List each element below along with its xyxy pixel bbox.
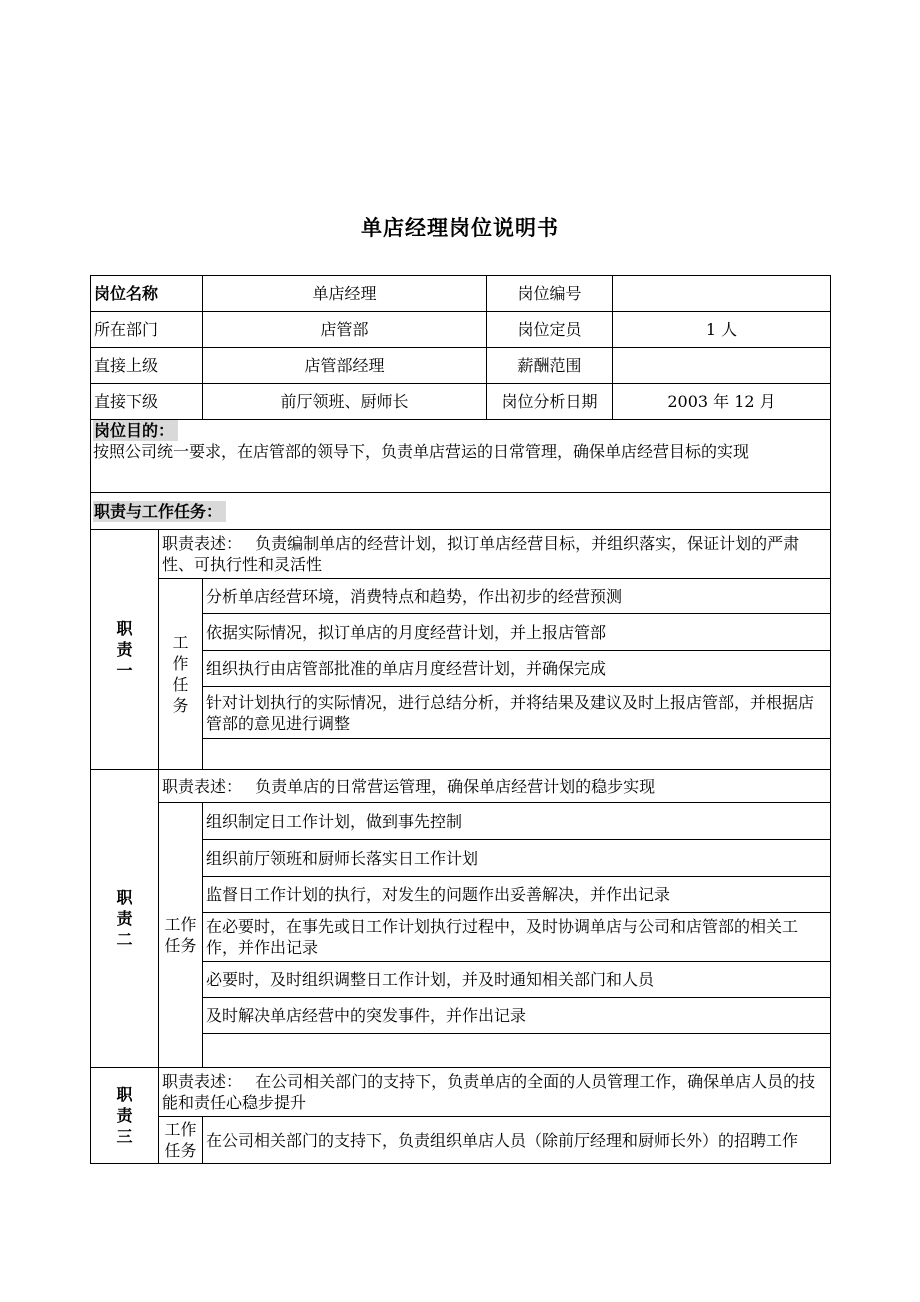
duty1-statement: 职责表述： 负责编制单店的经营计划，拟订单店经营目标，并组织落实，保证计划的严肃性、可执行性和灵活性 xyxy=(159,530,831,579)
post-name-value: 单店经理 xyxy=(203,276,487,312)
duty2-task-5: 必要时，及时组织调整日工作计划，并及时通知相关部门和人员 xyxy=(203,962,831,998)
duty2-label: 职 责 二 xyxy=(91,770,159,1068)
info-row xyxy=(91,312,831,348)
duty1-task-row xyxy=(91,579,831,614)
info-row xyxy=(91,276,831,312)
analysis-date-label: 岗位分析日期 xyxy=(487,384,613,420)
duties-heading: 职责与工作任务： xyxy=(93,501,226,522)
purpose-row xyxy=(91,420,831,493)
duty2-statement: 职责表述： 负责单店的日常营运管理，确保单店经营计划的稳步实现 xyxy=(159,770,831,803)
duties-heading-row xyxy=(91,493,831,530)
duty2-task-4: 在必要时，在事先或日工作计划执行过程中，及时协调单店与公司和店管部的相关工作，并作出记录 xyxy=(203,913,831,962)
duty2-task-1: 组织制定日工作计划，做到事先控制 xyxy=(203,803,831,840)
post-code-value xyxy=(613,276,831,312)
info-row xyxy=(91,348,831,384)
duty3-statement: 职责表述： 在公司相关部门的支持下，负责单店的全面的人员管理工作，确保单店人员的技能和责任心稳步提升 xyxy=(159,1068,831,1117)
duty2-task-7 xyxy=(203,1034,831,1068)
info-row xyxy=(91,384,831,420)
purpose-heading: 岗位目的： xyxy=(93,420,178,441)
department-value: 店管部 xyxy=(203,312,487,348)
headcount-value: 1 人 xyxy=(613,312,831,348)
headcount-label: 岗位定员 xyxy=(487,312,613,348)
duty3-task-label: 工作 任务 xyxy=(159,1117,203,1164)
duty2-statement-row xyxy=(91,770,831,803)
duty1-statement-row xyxy=(91,530,831,579)
duty1-task-1: 分析单店经营环境，消费特点和趋势，作出初步的经营预测 xyxy=(203,579,831,614)
duty2-task-6: 及时解决单店经营中的突发事件，并作出记录 xyxy=(203,998,831,1034)
job-description-table xyxy=(90,275,831,1164)
duty1-task-3: 组织执行由店管部批准的单店月度经营计划，并确保完成 xyxy=(203,651,831,687)
duty1-task-label: 工 作 任 务 xyxy=(159,579,203,770)
department-label: 所在部门 xyxy=(91,312,203,348)
duty3-task-1: 在公司相关部门的支持下，负责组织单店人员（除前厅经理和厨师长外）的招聘工作 xyxy=(203,1117,831,1164)
duty2-task-label: 工作 任务 xyxy=(159,803,203,1068)
page-title: 单店经理岗位说明书 xyxy=(361,216,559,240)
subordinate-label: 直接下级 xyxy=(91,384,203,420)
duty1-task-4: 针对计划执行的实际情况，进行总结分析，并将结果及建议及时上报店管部，并根据店管部的意见进行调整 xyxy=(203,687,831,739)
duty1-task-2: 依据实际情况，拟订单店的月度经营计划，并上报店管部 xyxy=(203,614,831,651)
salary-value xyxy=(613,348,831,384)
duty1-task-5 xyxy=(203,739,831,770)
duty3-task-row xyxy=(91,1117,831,1164)
duty3-statement-row xyxy=(91,1068,831,1117)
salary-label: 薪酬范围 xyxy=(487,348,613,384)
post-name-label: 岗位名称 xyxy=(91,276,203,312)
analysis-date-value: 2003 年 12 月 xyxy=(613,384,831,420)
subordinate-value: 前厅领班、厨师长 xyxy=(203,384,487,420)
purpose-text: 按照公司统一要求，在店管部的领导下，负责单店营运的日常管理，确保单店经营目标的实现 xyxy=(93,442,750,461)
duty2-task-3: 监督日工作计划的执行，对发生的问题作出妥善解决，并作出记录 xyxy=(203,877,831,913)
superior-value: 店管部经理 xyxy=(203,348,487,384)
superior-label: 直接上级 xyxy=(91,348,203,384)
duty2-task-row xyxy=(91,803,831,840)
post-code-label: 岗位编号 xyxy=(487,276,613,312)
duty3-label: 职 责 三 xyxy=(91,1068,159,1164)
duty2-task-2: 组织前厅领班和厨师长落实日工作计划 xyxy=(203,840,831,877)
duty1-label: 职 责 一 xyxy=(91,530,159,770)
